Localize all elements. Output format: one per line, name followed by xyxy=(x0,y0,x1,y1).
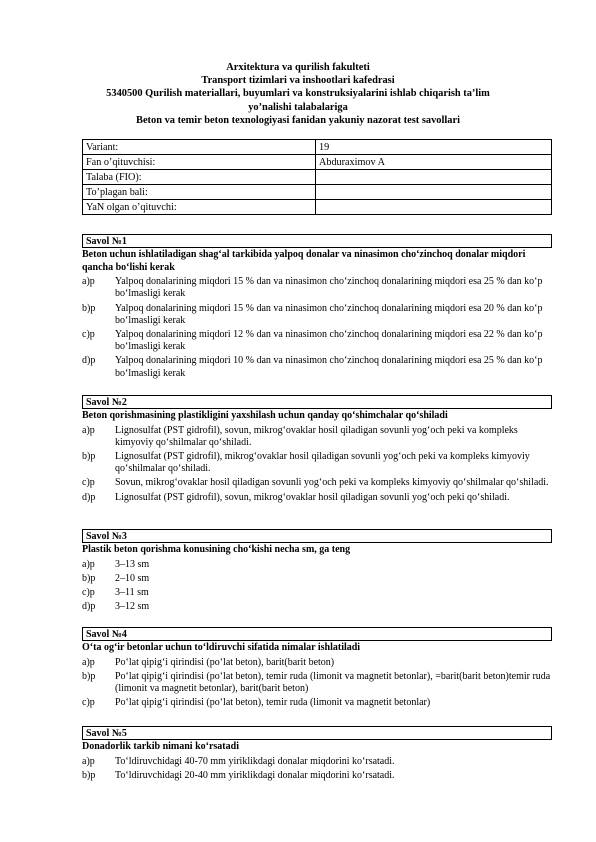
option-key: d)p xyxy=(82,491,96,503)
document-header xyxy=(60,61,536,127)
answer-option[interactable] xyxy=(82,601,552,613)
info-label: To’plagan bali: xyxy=(83,185,316,200)
option-key: b)p xyxy=(82,670,96,682)
answer-option[interactable] xyxy=(82,573,552,585)
question-1 xyxy=(82,234,552,380)
info-value xyxy=(316,170,552,185)
option-key: c)p xyxy=(82,697,95,709)
option-text: Yalpoq donalarining miqdori 10 % dan va ninasimon cho‘zinchoq donalarining miqdori esa 25 % dan ko‘p bo‘lmasligi kerak xyxy=(115,355,543,379)
faculty-title: Arxitektura va qurilish fakulteti xyxy=(226,62,370,73)
option-text: 3–12 sm xyxy=(115,601,150,613)
option-key: a)p xyxy=(82,755,95,767)
option-key: b)p xyxy=(82,451,96,462)
option-key: b)p xyxy=(82,572,96,584)
info-value: 19 xyxy=(316,140,552,155)
answer-option[interactable] xyxy=(82,451,552,475)
question-2 xyxy=(82,395,552,504)
question-title: Savol №4 xyxy=(82,627,552,641)
option-key: d)p xyxy=(82,601,96,613)
answer-option[interactable] xyxy=(82,492,552,504)
info-row-examiner xyxy=(83,200,552,215)
answer-option[interactable] xyxy=(82,276,552,300)
question-title: Savol №5 xyxy=(82,726,552,740)
option-key: a)p xyxy=(82,656,95,668)
question-title: Savol №2 xyxy=(82,395,552,409)
program-title: 5340500 Qurilish materiallari, buyumlari va konstruksiyalarini ishlab chiqarish ta’lim xyxy=(106,88,490,100)
answer-option[interactable] xyxy=(82,477,552,489)
info-value: Abduraximov A xyxy=(316,155,552,170)
program-subtitle: yo’nalishi talabalariga xyxy=(248,101,348,113)
question-title: Savol №1 xyxy=(82,234,552,248)
option-key: c)p xyxy=(82,329,95,340)
answer-option[interactable] xyxy=(82,770,552,782)
answer-option[interactable] xyxy=(82,303,552,327)
answer-option[interactable] xyxy=(82,671,552,695)
info-row-variant xyxy=(83,140,552,155)
option-key: a)p xyxy=(82,276,95,288)
answer-option[interactable] xyxy=(82,697,552,709)
option-text: Po‘lat qipig‘i qirindisi (po‘lat beton), temir ruda (limonit va magnetit betonlar) xyxy=(115,697,431,709)
info-label: YaN olgan o’qituvchi: xyxy=(83,200,316,215)
answer-option[interactable] xyxy=(82,425,552,449)
question-text: Beton qorishmasining plastikligini yaxshilash uchun qanday qo‘shimchalar qo‘shiladi xyxy=(82,410,448,421)
info-value xyxy=(316,200,552,215)
question-title: Savol №3 xyxy=(82,529,552,543)
option-text: 3–13 sm xyxy=(115,558,150,570)
option-text: Po‘lat qipig‘i qirindisi (po‘lat beton), temir ruda (limonit va magnetit betonlar), =barit(barit beton)temir ruda (limonit va magnetit betonlar), barit(barit beton) xyxy=(115,670,551,694)
question-4 xyxy=(82,627,552,709)
info-row-teacher xyxy=(83,155,552,170)
info-label: Fan o’qituvchisi: xyxy=(83,155,316,170)
answer-option[interactable] xyxy=(82,329,552,353)
answer-option[interactable] xyxy=(82,559,552,571)
option-key: d)p xyxy=(82,355,96,367)
question-3 xyxy=(82,529,552,613)
question-text: Donadorlik tarkib nimani ko‘rsatadi xyxy=(82,741,239,752)
answer-option[interactable] xyxy=(82,657,552,669)
info-label: Variant: xyxy=(83,140,316,155)
student-info-table xyxy=(82,139,552,215)
question-text: Plastik beton qorishma konusining cho‘kishi necha sm, ga teng xyxy=(82,544,351,555)
option-text: Lignosulfat (PST gidrofil), mikrog‘ovaklar hosil qiladigan sovunli yog‘och peki va kompleks kimyoviy qo‘shilmalar qo‘shiladi. xyxy=(115,451,530,475)
info-label: Talaba (FIO): xyxy=(83,170,316,185)
option-key: c)p xyxy=(82,477,95,489)
test-title: Beton va temir beton texnologiyasi fanidan yakuniy nazorat test savollari xyxy=(136,114,460,126)
option-text: Lignosulfat (PST gidrofil), sovun, mikrog‘ovaklar hosil qiladigan sovunli yog‘och peki va kompleks kimyoviy qo‘shilmalar qo‘shiladi. xyxy=(115,424,518,448)
option-text: Lignosulfat (PST gidrofil), sovun, mikrog‘ovaklar hosil qiladigan sovunli yog‘och peki qo‘shiladi. xyxy=(115,491,510,503)
option-key: c)p xyxy=(82,587,95,598)
info-value xyxy=(316,185,552,200)
answer-option[interactable] xyxy=(82,756,552,768)
department-title: Transport tizimlari va inshootlari kafedrasi xyxy=(201,75,395,87)
option-text: Yalpoq donalarining miqdori 12 % dan va ninasimon cho‘zinchoq donalarining miqdori esa 22 % dan ko‘p bo‘lmasligi kerak xyxy=(115,329,543,353)
option-text: To‘ldiruvchidagi 40-70 mm yiriklikdagi donalar miqdorini ko‘rsatadi. xyxy=(115,755,395,767)
question-text: Beton uchun ishlatiladigan shag‘al tarkibida yalpoq donalar va ninasimon cho‘zinchoq donalar miqdori qancha bo‘lishi kerak xyxy=(82,249,526,273)
option-text: Sovun, mikrog‘ovaklar hosil qiladigan sovunli yog‘och peki va kompleks kimyoviy qo‘shilmalar qo‘shiladi. xyxy=(115,477,549,489)
option-text: 3–11 sm xyxy=(115,587,149,598)
info-row-score xyxy=(83,185,552,200)
option-key: a)p xyxy=(82,424,95,436)
answer-option[interactable] xyxy=(82,355,552,379)
question-5 xyxy=(82,726,552,782)
option-key: b)p xyxy=(82,302,96,314)
option-key: b)p xyxy=(82,769,96,781)
question-text: O‘ta og‘ir betonlar uchun to‘ldiruvchi sifatida nimalar ishlatiladi xyxy=(82,642,361,653)
option-text: Yalpoq donalarining miqdori 15 % dan va ninasimon cho‘zinchoq donalarining miqdori esa 25 % dan ko‘p bo‘lmasligi kerak xyxy=(115,276,543,300)
option-key: a)p xyxy=(82,558,95,570)
option-text: 2–10 sm xyxy=(115,572,150,584)
option-text: Yalpoq donalarining miqdori 15 % dan va ninasimon cho‘zinchoq donalarining miqdori esa 20 % dan ko‘p bo‘lmasligi kerak xyxy=(115,302,543,326)
info-row-student xyxy=(83,170,552,185)
answer-option[interactable] xyxy=(82,587,552,599)
option-text: To‘ldiruvchidagi 20-40 mm yiriklikdagi donalar miqdorini ko‘rsatadi. xyxy=(115,769,395,781)
option-text: Po‘lat qipig‘i qirindisi (po‘lat beton), barit(barit beton) xyxy=(115,656,335,668)
